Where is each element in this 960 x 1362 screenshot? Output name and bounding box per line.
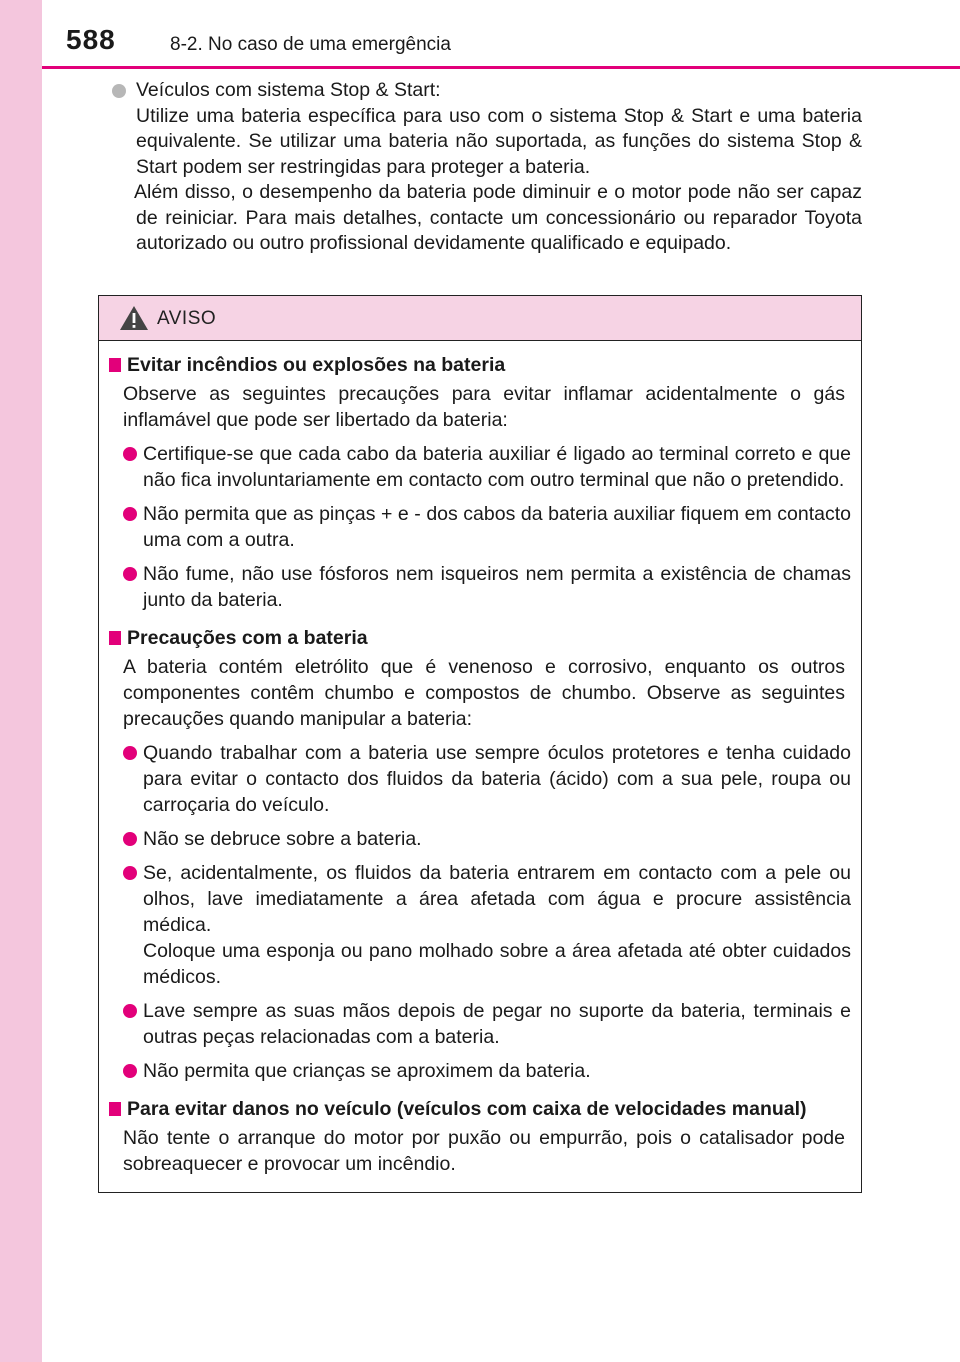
list-item xyxy=(123,860,851,990)
list-item-text: Quando trabalhar com a bateria use sempre óculos protetores e tenha cuidado para evitar o contacto dos fluidos da bateria (ácido) com a sua pele, roupa ou carroçaria do veículo. xyxy=(143,742,851,816)
list-item xyxy=(123,826,851,852)
list-item xyxy=(123,501,851,553)
section-heading-text: Precauções com a bateria xyxy=(127,627,368,649)
list-item xyxy=(123,740,851,818)
list-item xyxy=(123,1058,851,1084)
bullet-icon xyxy=(123,1004,137,1018)
section-paragraph: A bateria contém eletrólito que é venenoso e corrosivo, enquanto os outros componentes contêm chumbo e compostos de chumbo. Observe as seguintes precauções quando manipular a bateria: xyxy=(123,656,845,730)
list-item-text: Certifique-se que cada cabo da bateria auxiliar é ligado ao terminal correto e que não fica involuntariamente em contacto com outro terminal que não o pretendido. xyxy=(143,443,851,491)
list-item xyxy=(123,561,851,613)
intro-block xyxy=(112,78,862,257)
bullet-icon xyxy=(123,567,137,581)
bullet-icon xyxy=(123,1064,137,1078)
bullet-icon xyxy=(112,84,126,98)
section-heading xyxy=(99,625,851,651)
intro-paragraph-2: Além disso, o desempenho da bateria pode diminuir e o motor pode não ser capaz de reiniciar. Para mais detalhes, contacte um concessionário ou reparador Toyota autorizado ou outro profissional devidamente qualificado e equipado. xyxy=(134,181,862,254)
section-heading-text: Para evitar danos no veículo (veículos com caixa de velocidades manual) xyxy=(127,1098,807,1120)
bullet-icon xyxy=(123,746,137,760)
bullet-icon xyxy=(123,832,137,846)
intro-bullet-item xyxy=(112,78,862,257)
intro-bullet-title: Veículos com sistema Stop & Start: xyxy=(136,79,441,101)
warning-box xyxy=(98,295,862,1193)
list-item-text: Se, acidentalmente, os fluidos da bateria entrarem em contacto com a pele ou olhos, lave imediatamente a área afetada com água e procure assistência médica. xyxy=(143,862,851,936)
list-item-text: Não fume, não use fósforos nem isqueiros nem permita a existência de chamas junto da bateria. xyxy=(143,563,851,611)
section-heading xyxy=(99,352,851,378)
header-rule xyxy=(42,66,960,69)
page-number: 588 xyxy=(66,24,116,55)
list-item xyxy=(123,998,851,1050)
section-paragraph: Não tente o arranque do motor por puxão ou empurrão, pois o catalisador pode sobreaquecer e provocar um incêndio. xyxy=(123,1127,845,1175)
bullet-icon xyxy=(123,447,137,461)
square-bullet-icon xyxy=(109,631,121,645)
intro-paragraph-1: Utilize uma bateria específica para uso com o sistema Stop & Start e uma bateria equivalente. Se utilizar uma bateria não suportada, as funções do sistema Stop & Start podem ser restringidas para proteger a bateria. xyxy=(136,104,862,178)
section-heading xyxy=(99,1096,851,1122)
warning-header xyxy=(99,296,861,341)
list-item-text: Não permita que crianças se aproximem da bateria. xyxy=(143,1060,591,1082)
section-heading-text: Evitar incêndios ou explosões na bateria xyxy=(127,354,506,376)
warning-triangle-icon xyxy=(119,305,149,331)
bullet-icon xyxy=(123,866,137,880)
list-item-extra-text: Coloque uma esponja ou pano molhado sobre a área afetada até obter cuidados médicos. xyxy=(143,940,851,988)
section-title: 8-2. No caso de uma emergência xyxy=(170,34,451,55)
square-bullet-icon xyxy=(109,1102,121,1116)
section-paragraph: Observe as seguintes precauções para evitar inflamar acidentalmente o gás inflamável que pode ser libertado da bateria: xyxy=(123,383,845,431)
list-item-text: Não permita que as pinças + e - dos cabos da bateria auxiliar fiquem em contacto uma com a outra. xyxy=(143,503,851,551)
list-item xyxy=(123,441,851,493)
warning-body xyxy=(99,352,861,1183)
square-bullet-icon xyxy=(109,358,121,372)
left-margin-band xyxy=(0,0,42,1362)
bullet-icon xyxy=(123,507,137,521)
warning-label: AVISO xyxy=(157,308,217,329)
list-item-text: Lave sempre as suas mãos depois de pegar no suporte da bateria, terminais e outras peças relacionadas com a bateria. xyxy=(143,1000,851,1048)
list-item-text: Não se debruce sobre a bateria. xyxy=(143,828,422,850)
